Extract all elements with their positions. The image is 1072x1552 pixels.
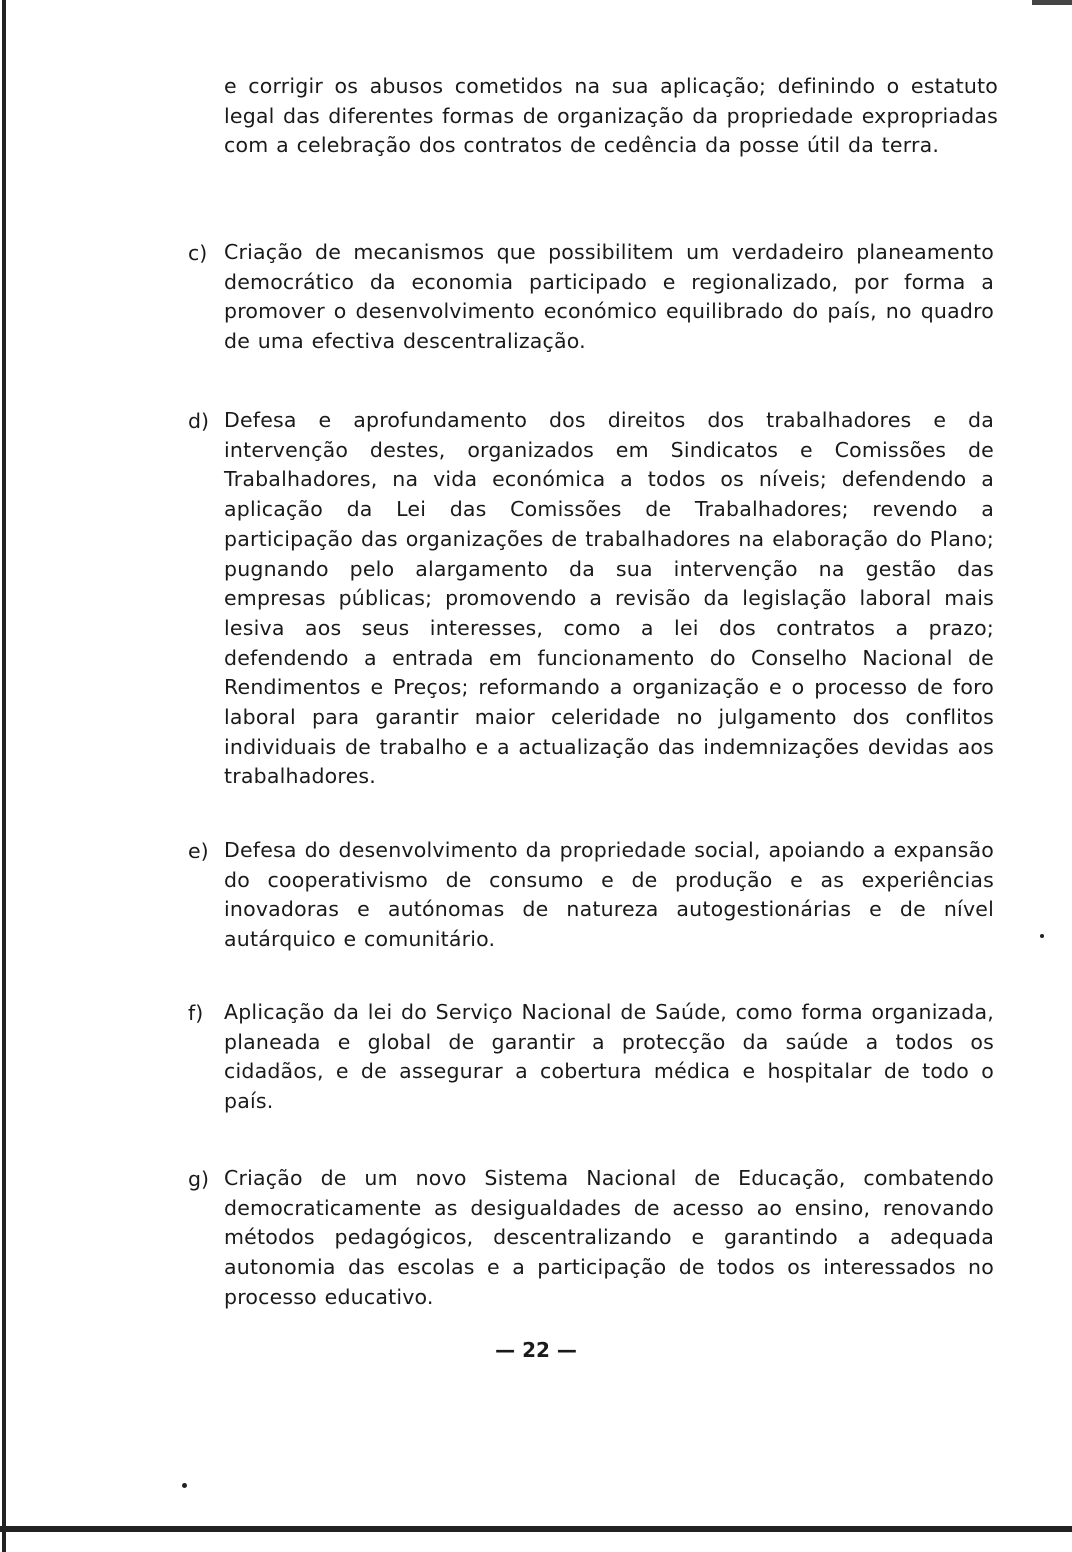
list-item-e: [188, 836, 998, 955]
scan-speck: [1040, 934, 1044, 938]
list-item-c: [188, 238, 998, 357]
list-marker: c): [188, 241, 208, 265]
scan-mark-top-right: [1032, 0, 1072, 5]
list-marker: d): [188, 409, 210, 433]
scan-border-bottom: [0, 1526, 1072, 1532]
paragraph-text: Aplicação da lei do Serviço Nacional de Saúde, como forma organizada, planeada e global de garantir a protecção da saúde a todos os cidadãos, e de assegurar a cobertura médica e hospitalar de todo o país.: [224, 1000, 994, 1114]
list-marker: f): [188, 1001, 204, 1025]
scan-border-left: [2, 0, 6, 1552]
paragraph-text: e corrigir os abusos cometidos na sua aplicação; definindo o estatuto legal das diferentes formas de organização da propriedade expropriadas com a celebração dos contratos de cedência da posse útil da terra.: [224, 74, 998, 158]
paragraph-text: Defesa e aprofundamento dos direitos dos trabalhadores e da intervenção destes, organizados em Sindicatos e Comissões de Trabalhadores, na vida económica a todos os níveis; defendendo a aplicação da Lei das Comissões de Trabalhadores; revendo a participação das organizações de trabalhadores na elaboração do Plano; pugnando pelo alargamento da sua intervenção na gestão das empresas públicas; promovendo a revisão da legislação laboral mais lesiva aos seus interesses, como a lei dos contratos a prazo; defendendo a entrada em funcionamento do Conselho Nacional de Rendimentos e Preços; reformando a organização e o processo de foro laboral para garantir maior celeridade no julgamento dos conflitos individuais de trabalho e a actualização das indemnizações devidas aos trabalhadores.: [224, 408, 994, 789]
paragraph-text: Criação de um novo Sistema Nacional de Educação, combatendo democraticamente as desigualdades de acesso ao ensino, renovando métodos pedagógicos, descentralizando e garantindo a adequada autonomia das escolas e a participação de todos os interessados no processo educativo.: [224, 1166, 994, 1309]
list-item-f: [188, 998, 998, 1117]
continued-paragraph: [224, 72, 998, 161]
paragraph-text: Criação de mecanismos que possibilitem um verdadeiro planeamento democrático da economia participado e regionalizado, por forma a promover o desenvolvimento económico equilibrado do país, no quadro de uma efectiva descentralização.: [224, 240, 994, 354]
paragraph-text: Defesa do desenvolvimento da propriedade social, apoiando a expansão do cooperativismo de consumo e de produção e as experiências inovadoras e autónomas de natureza autogestionárias e de nível autárquico e comunitário.: [224, 838, 994, 952]
scan-speck: [182, 1483, 187, 1488]
list-item-d: [188, 406, 998, 792]
list-item-g: [188, 1164, 998, 1313]
page-number: — 22 —: [495, 1338, 577, 1362]
list-marker: g): [188, 1167, 210, 1191]
list-marker: e): [188, 839, 209, 863]
